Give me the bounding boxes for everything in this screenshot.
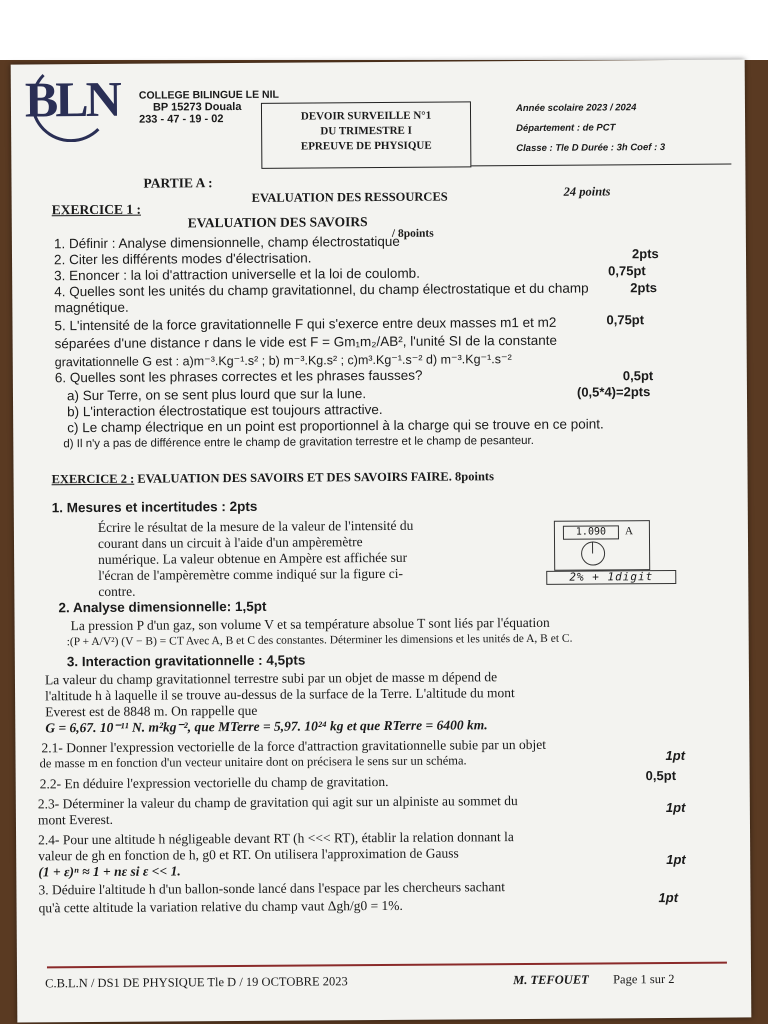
- question-3-points: 2pts: [630, 280, 658, 296]
- logo-text: BLN: [24, 70, 119, 128]
- section1-line2: courant dans un circuit à l'aide d'un ampèremètre: [97, 534, 363, 551]
- question-2: 2. Citer les différents modes d'électrisation.: [53, 250, 312, 268]
- question-2-2-points: 0,5pt: [645, 767, 677, 784]
- ammeter-needle: [592, 542, 593, 554]
- class-info: Classe : Tle D Durée : 3h Coef : 3: [516, 142, 666, 155]
- header-rule: [471, 164, 731, 167]
- section1-line3: numérique. La valeur obtenue en Ampère est affichée sur: [98, 549, 408, 567]
- school-year: Année scolaire 2023 / 2024: [515, 102, 637, 115]
- exercise1-title: EVALUATION DES SAVOIRS: [187, 214, 368, 231]
- section1-line4: l'écran de l'ampèremètre comme indiqué sur la figure ci-: [98, 565, 404, 583]
- exam-title-line1: DEVOIR SURVEILLE N°1: [300, 109, 432, 123]
- section3-line1: La valeur du champ gravitationnel terrestre subi par un objet de masse m dépend de: [44, 669, 498, 688]
- section2-line1: La pression P d'un gaz, son volume V et sa température absolue T sont liés par l'équation: [70, 614, 550, 634]
- question-2-1-points: 1pt: [665, 747, 686, 764]
- question-1: 1. Définir : Analyse dimensionnelle, champ électrostatique: [53, 233, 400, 252]
- exercise1-points: / 8points: [391, 227, 434, 240]
- footer-rule: [47, 962, 727, 969]
- question-2-3-points: 1pt: [665, 799, 686, 816]
- question-3-bis: 3. Déduire l'altitude h d'un ballon-sonde lancé dans l'espace par les chercheurs sachant: [38, 879, 505, 898]
- exam-title-box: [261, 101, 471, 168]
- question-5-points: 0,5pt: [622, 368, 654, 384]
- exam-details: [516, 98, 665, 159]
- question-2-4-cont2: (1 + ε)ⁿ ≈ 1 + nε si ε << 1.: [38, 863, 181, 880]
- question-5: 5. L'intensité de la force gravitationnelle F qui s'exerce entre deux masses m1 et m2: [54, 314, 557, 334]
- ammeter-figure: [552, 520, 664, 583]
- question-4-cont: magnétique.: [54, 299, 129, 316]
- school-logo: [25, 68, 133, 131]
- question-6-item-b: b) L'interaction électrostatique est toujours attractive.: [67, 401, 383, 420]
- exam-title-line2: DU TRIMESTRE I: [320, 124, 412, 138]
- question-2-2: 2.2- En déduire l'expression vectorielle du champ de gravitation.: [39, 773, 389, 792]
- question-2-3: 2.3- Déterminer la valeur du champ de gravitation qui agit sur un alpiniste au sommet du: [37, 793, 518, 812]
- question-2-4-cont1: valeur de gh en fonction de h, g0 et RT. On utilisera l'approximation de Gauss: [38, 845, 459, 864]
- school-name: COLLEGE BILINGUE LE NIL: [138, 88, 279, 102]
- question-2-4: 2.4- Pour une altitude h négligeable devant RT (h <<< RT), établir la relation donnant la: [38, 829, 514, 848]
- question-2-1-cont: de masse m en fonction d'un vecteur unitaire dont on précisera le sens sur un schéma.: [39, 753, 467, 771]
- school-phone: 233 - 47 - 19 - 02: [139, 113, 224, 126]
- part-points: 24 points: [563, 184, 611, 199]
- question-6-item-d: d) Il n'y a pas de différence entre le champ de gravitation terrestre et le champ de pesanteur.: [63, 434, 534, 451]
- part-title: EVALUATION DES RESSOURCES: [251, 189, 448, 205]
- question-3-bis-cont: qu'à cette altitude la variation relative du champ vaut Δgh/g0 = 1%.: [38, 897, 403, 916]
- exercise2-title: EVALUATION DES SAVOIRS ET DES SAVOIRS FAIRE.: [137, 469, 452, 486]
- question-6-points: (0,5*4)=2pts: [576, 384, 651, 400]
- section3-constants: G = 6,67. 10⁻¹¹ N. m²kg⁻², que MTerre = 5,97. 10²⁴ kg et que RTerre = 6400 km.: [45, 717, 488, 736]
- question-2-4-points: 1pt: [666, 851, 686, 868]
- section2-line2: :(P + A/V²) (V − B) = CT Avec A, B et C des constantes. Déterminer les dimensions et les unités de A, B et C.: [66, 632, 573, 649]
- school-info: [139, 89, 279, 126]
- section2-title: 2. Analyse dimensionnelle: 1,5pt: [58, 598, 267, 616]
- question-1-points: 2pts: [631, 246, 659, 262]
- school-address: BP 15273 Douala: [152, 100, 242, 114]
- section3-line2: l'altitude h à laquelle il se trouve au-dessus de la surface de la Terre. L'altitude du mont: [45, 685, 515, 704]
- section3-line3: Everest est de 8848 m. On rappelle que: [45, 702, 258, 720]
- part-label: PARTIE A :: [143, 175, 213, 191]
- section1-line1: Écrire le résultat de la mesure de la valeur de l'intensité du: [97, 517, 414, 535]
- question-5-cont1: séparées d'une distance r dans le vide est F = Gm₁m₂/AB², l'unité SI de la constante: [54, 332, 557, 352]
- section3-title: 3. Interaction gravitationnelle : 4,5pts: [66, 652, 306, 670]
- exam-title-line3: EPREUVE DE PHYSIQUE: [300, 139, 432, 153]
- question-4: 4. Quelles sont les unités du champ gravitationnel, du champ électrostatique et du champ: [54, 280, 589, 300]
- logo-arc: [31, 62, 112, 143]
- question-4-points: 0,75pt: [606, 312, 645, 328]
- question-5-cont2: gravitationnelle G est : a)m⁻³.Kg⁻¹.s² ; b) m⁻³.Kg.s² ; c)m³.Kg⁻¹.s⁻² d) m⁻³.Kg⁻¹.s⁻²: [54, 352, 512, 370]
- question-2-3-cont: mont Everest.: [37, 811, 113, 828]
- section1-title: 1. Mesures et incertitudes : 2pts: [51, 498, 258, 516]
- question-2-1: 2.1- Donner l'expression vectorielle de la force d'attraction gravitationnelle subie par un objet: [41, 736, 547, 756]
- question-3: 3. Enoncer : la loi d'attraction universelle et la loi de coulomb.: [54, 265, 420, 284]
- footer-page: Page 1 sur 2: [613, 971, 675, 987]
- ammeter-body: [554, 520, 650, 571]
- question-2-points: 0,75pt: [608, 263, 646, 279]
- footer-reference: C.B.L.N / DS1 DE PHYSIQUE Tle D / 19 OCTOBRE 2023: [45, 974, 348, 991]
- exercise1-label: EXERCICE 1 :: [51, 201, 141, 218]
- exercise2-header: [52, 469, 494, 487]
- question-6-item-a: a) Sur Terre, on se sent plus lourd que sur la lune.: [66, 386, 367, 404]
- ammeter-display: 1.090: [563, 525, 619, 539]
- footer-author: M. TEFOUET: [513, 972, 589, 988]
- exercise2-points: 8points: [454, 469, 494, 484]
- exam-sheet: [11, 59, 752, 1022]
- exercise2-label: EXERCICE 2 :: [51, 471, 135, 487]
- question-6: 6. Quelles sont les phrases correctes et les phrases fausses?: [54, 367, 423, 386]
- question-6-item-c: c) Le champ électrique en un point est proportionnel à la charge qui se trouve en ce point.: [67, 416, 604, 436]
- ammeter-precision: 2% + 1digit: [546, 570, 676, 585]
- ammeter-unit: A: [624, 525, 633, 538]
- section1-line5: contre.: [98, 583, 136, 599]
- question-3-bis-points: 1pt: [658, 889, 679, 906]
- department: Département : de PCT: [516, 122, 616, 135]
